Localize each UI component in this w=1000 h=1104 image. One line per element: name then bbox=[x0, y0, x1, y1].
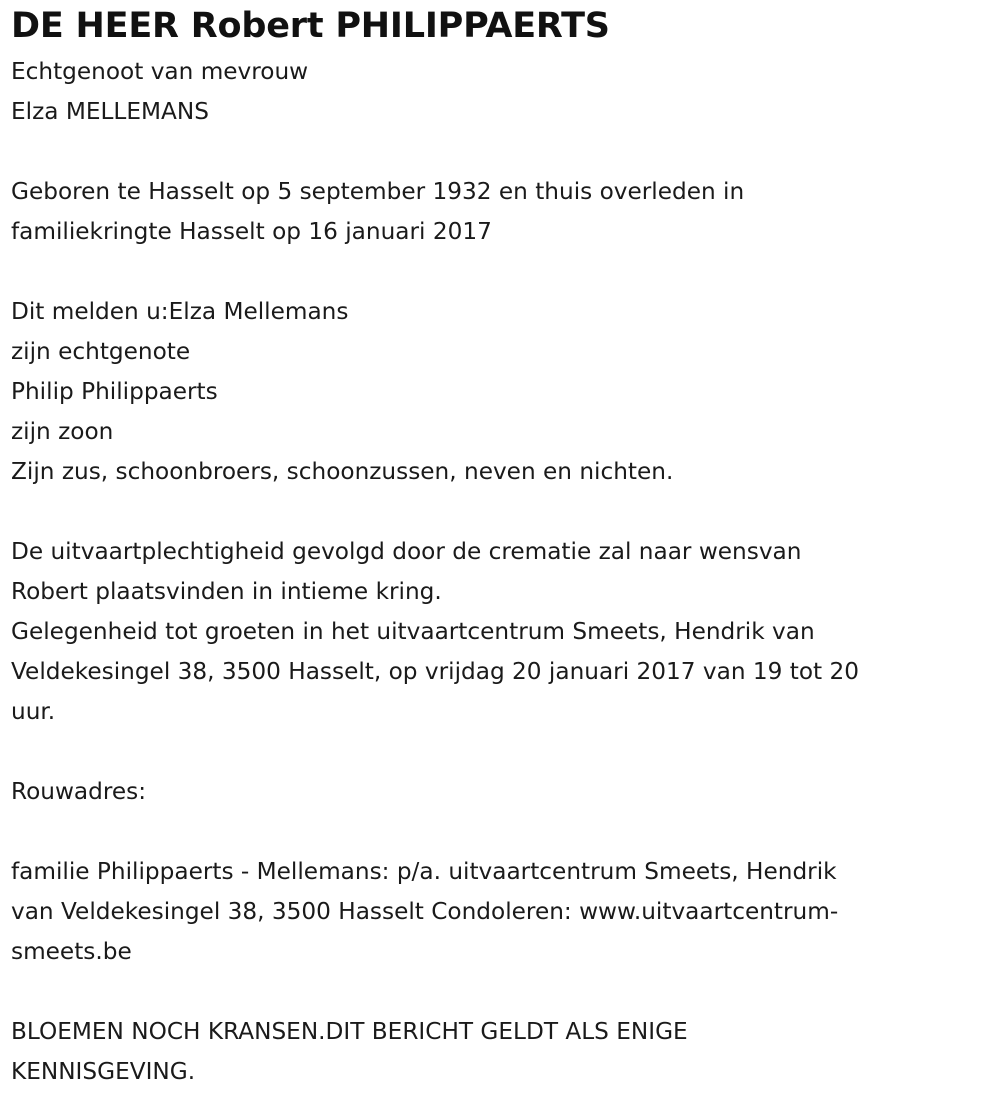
death-line: familiekringte Hasselt op 16 januari 2017 bbox=[11, 218, 492, 245]
address-line: smeets.be bbox=[11, 938, 132, 965]
closing-line: BLOEMEN NOCH KRANSEN.DIT BERICHT GELDT ALS ENIGE bbox=[11, 1018, 688, 1045]
relation-line: zijn echtgenote bbox=[11, 338, 191, 365]
son-name-line: Philip Philippaerts bbox=[11, 378, 218, 405]
obituary-notice bbox=[11, 0, 986, 1092]
ceremony-line: De uitvaartplechtigheid gevolgd door de crematie zal naar wensvan bbox=[11, 538, 802, 565]
address-label: Rouwadres: bbox=[11, 778, 147, 805]
relation-line: zijn zoon bbox=[11, 418, 114, 445]
spacer bbox=[11, 732, 986, 772]
page-title: DE HEER Robert PHILIPPAERTS bbox=[11, 6, 610, 46]
family-line: Zijn zus, schoonbroers, schoonzussen, neven en nichten. bbox=[11, 458, 674, 485]
announcer-line: Dit melden u:Elza Mellemans bbox=[11, 298, 349, 325]
birth-line: Geboren te Hasselt op 5 september 1932 en thuis overleden in bbox=[11, 178, 745, 205]
spouse-name-line: Elza MELLEMANS bbox=[11, 98, 209, 125]
address-line: van Veldekesingel 38, 3500 Hasselt Condoleren: www.uitvaartcentrum- bbox=[11, 898, 839, 925]
spacer bbox=[11, 132, 986, 172]
spacer bbox=[11, 972, 986, 1012]
address-line: familie Philippaerts - Mellemans: p/a. uitvaartcentrum Smeets, Hendrik bbox=[11, 858, 837, 885]
visitation-line: uur. bbox=[11, 698, 56, 725]
closing-line: KENNISGEVING. bbox=[11, 1058, 196, 1085]
visitation-line: Veldekesingel 38, 3500 Hasselt, op vrijdag 20 januari 2017 van 19 tot 20 bbox=[11, 658, 860, 685]
spacer bbox=[11, 252, 986, 292]
spacer bbox=[11, 812, 986, 852]
visitation-line: Gelegenheid tot groeten in het uitvaartcentrum Smeets, Hendrik van bbox=[11, 618, 815, 645]
ceremony-line: Robert plaatsvinden in intieme kring. bbox=[11, 578, 442, 605]
spouse-intro-line: Echtgenoot van mevrouw bbox=[11, 58, 309, 85]
spacer bbox=[11, 492, 986, 532]
